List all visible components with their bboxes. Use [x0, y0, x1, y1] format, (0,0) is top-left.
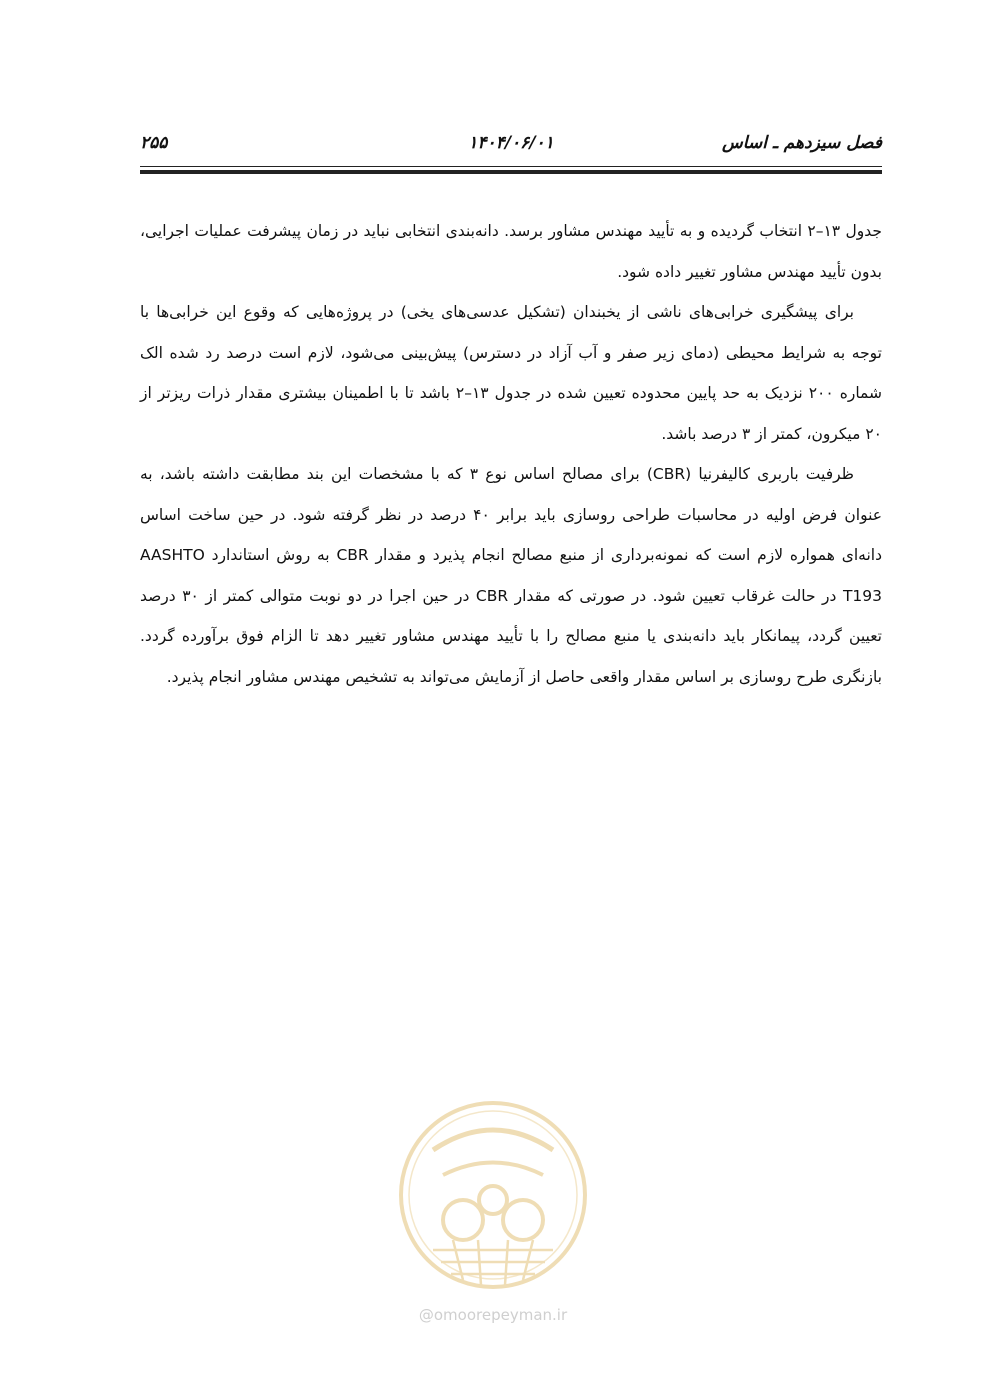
body-text — [140, 211, 882, 697]
paragraph-table-continuation: جدول ۱۳–۲ انتخاب گردیده و به تأیید مهندس مشاور برسد. دانه‌بندی انتخابی نباید در زمان پیشرفت عملیات اجرایی، بدون تأیید مهندس مشاور تغییر داده شود. — [140, 222, 882, 281]
header-divider-thin — [140, 166, 882, 167]
page-number: ۲۵۵ — [140, 133, 168, 153]
watermark-url: @omoorepeyman.ir — [418, 1306, 568, 1324]
page-header — [140, 128, 882, 158]
paragraph-frost-prevention: برای پیشگیری خرابی‌های ناشی از یخبندان (تشکیل عدسی‌های یخی) در پروژه‌هایی که وقوع این خرابی‌ها با توجه به شرایط محیطی (دمای زیر صفر و آب آزاد در دسترس) پیش‌بینی می‌شود، لازم است درصد رد شده الک شماره ۲۰۰ نزدیک به حد پایین محدوده تعیین شده در جدول ۱۳–۲ باشد تا با اطمینان بیشتری مقدار ذرات ریزتر از ۲۰ میکرون، کمتر از ۳ درصد باشد. — [140, 303, 882, 443]
header-date: ۱۴۰۴/۰۶/۰۱ — [468, 133, 554, 153]
chapter-title: فصل سیزدهم ـ اساس — [722, 133, 882, 153]
header-divider-thick — [140, 170, 882, 174]
paragraph-cbr: ظرفیت باربری کالیفرنیا (CBR) برای مصالح اساس نوع ۳ که با مشخصات این بند مطابقت داشته باشد، به عنوان فرض اولیه در محاسبات طراحی روسازی باید برابر ۴۰ درصد در نظر گرفته شود. در حین ساخت اساس دانه‌ای همواره لازم است که نمونه‌برداری از منبع مصالح انجام پذیرد و مقدار CBR به روش استاندارد AASHTO T193 در حالت غرقاب تعیین شود. در صورتی که مقدار CBR در حین اجرا در دو نوبت متوالی کمتر از ۳۰ درصد تعیین گردد، پیمانکار باید دانه‌بندی یا منبع مصالح را با تأیید مهندس مشاور تغییر دهد تا الزام فوق برآورده گردد. بازنگری طرح روسازی بر اساس مقدار واقعی حاصل از آزمایش می‌تواند به تشخیص مهندس مشاور انجام پذیرد. — [140, 465, 883, 686]
